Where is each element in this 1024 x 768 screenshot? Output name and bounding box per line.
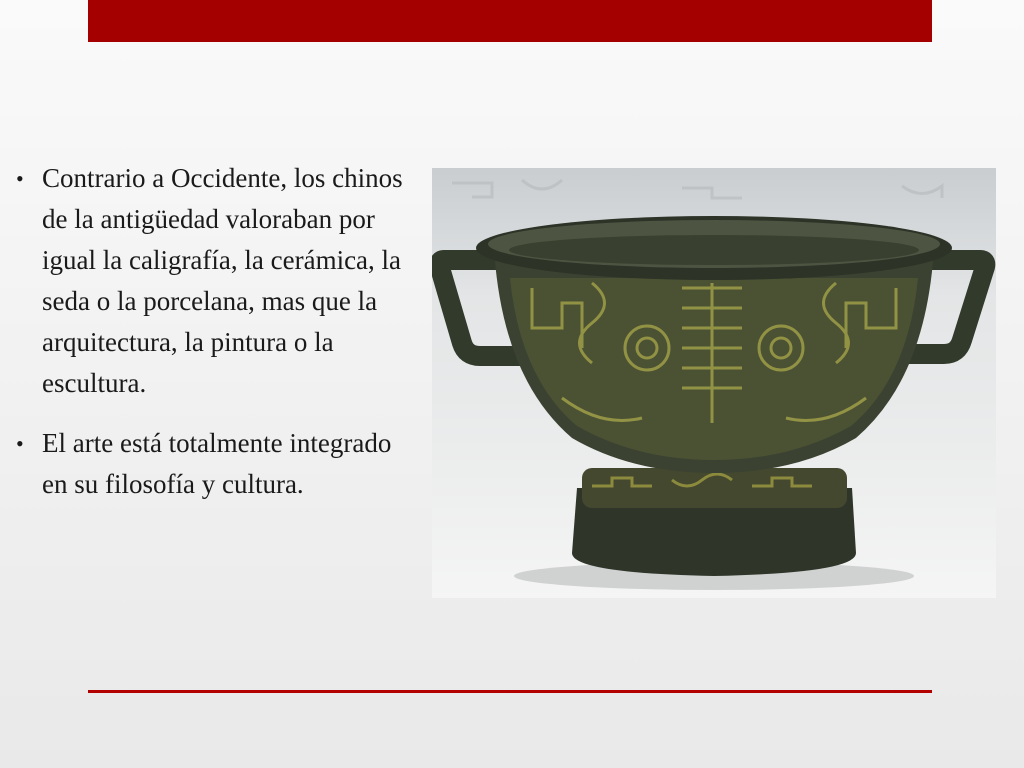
bullet-list <box>12 158 417 505</box>
bullet-icon: • <box>16 166 24 191</box>
bullet-text: Contrario a Occidente, los chinos de la antigüedad valoraban por igual la caligrafía, la cerámica, la seda o la porcelana, mas que la arquitectura, la pintura o la escultura. <box>42 163 403 398</box>
bullet-item <box>12 423 417 505</box>
bronze-vessel-photo <box>432 168 996 598</box>
bullet-text: El arte está totalmente integrado en su filosofía y cultura. <box>42 428 392 499</box>
bottom-divider-line <box>88 690 932 693</box>
bullet-item <box>12 158 417 404</box>
top-accent-bar <box>88 0 932 42</box>
bullet-icon: • <box>16 431 24 456</box>
bronze-vessel-icon <box>432 168 996 598</box>
